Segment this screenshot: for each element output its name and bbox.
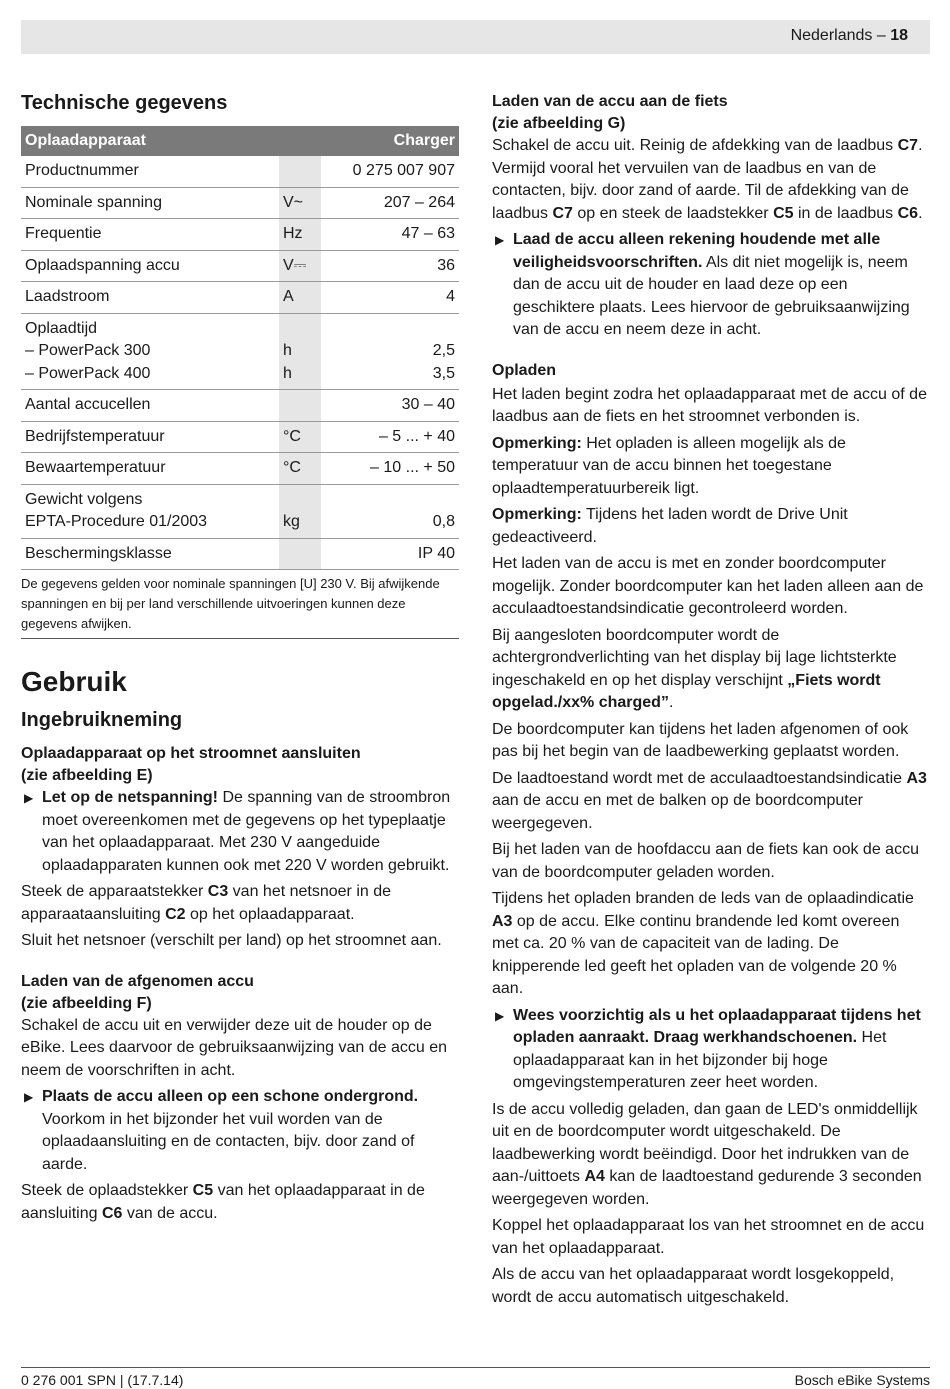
paragraph-computer-battery: Bij het laden van de hoofdaccu aan de fiets kan ook de accu van de boordcomputer geladen worden. (492, 841, 919, 881)
spec-unit (279, 390, 321, 422)
footer-doc-number: 0 276 001 SPN | (17.7.14) (21, 1372, 184, 1388)
spec-unit: A (279, 282, 321, 314)
paragraph-disconnect: Koppel het oplaadapparaat los van het stroomnet en de accu van het oplaadapparaat. (492, 1217, 925, 1257)
paragraph-charge-start: Het laden begint zodra het oplaadapparaat met de accu of de laadbus aan de fiets en het stroomnet verbonden is. (492, 385, 927, 425)
spec-value: 207 – 264 (321, 187, 459, 219)
spec-value: – 10 ... + 50 (321, 453, 459, 485)
spec-value: 30 – 40 (321, 390, 459, 422)
paragraph-note-temperature: Opmerking: Het opladen is alleen mogelijk als de temperatuur van de accu binnen het toegestane oplaadtemperatuurbereik ligt. (492, 434, 846, 497)
spec-value: 0,8 (321, 484, 459, 538)
gebruik-heading: Gebruik (21, 666, 127, 697)
footer-brand: Bosch eBike Systems (794, 1372, 930, 1388)
bullet-arrow-icon: ▶ (495, 233, 505, 247)
spec-head-left: Oplaadapparaat (21, 126, 321, 156)
spec-unit: V~ (279, 187, 321, 219)
spec-row (21, 219, 459, 251)
bullet-clean-surface: ▶ Plaats de accu alleen op een schone ondergrond. Voorkom in het bijzonder het vuil worden van de oplaadaansluiting en de contacten, bijv. door zand of aarde. (24, 1088, 419, 1173)
spec-unit: h h (279, 313, 321, 390)
bullet-arrow-icon: ▶ (24, 791, 34, 805)
spec-label: Nominale spanning (21, 187, 279, 219)
spec-unit: °C (279, 453, 321, 485)
paragraph-charge-state: De laadtoestand wordt met de acculaadtoestandsindicatie A3 aan de accu en met de balken op de boordcomputer weergegeven. (492, 769, 927, 832)
section-title-bike-charging: Laden van de accu aan de fiets (zie afbeelding G) (492, 93, 728, 132)
paragraph-auto-off: Als de accu van het oplaadapparaat wordt losgekoppeld, wordt de accu automatisch uitgeschakeld. (492, 1266, 895, 1306)
spec-row (21, 390, 459, 422)
paragraph-plug-c3: Steek de apparaatstekker C3 van het netsnoer in de apparaataansluiting C2 op het oplaadapparaat. (21, 883, 392, 923)
paragraph-computer-removed: De boordcomputer kan tijdens het laden afgenomen of ook pas bij het begin van de laadbewerking geplaatst worden. (492, 720, 909, 760)
right-column (492, 91, 930, 1313)
spec-unit (279, 156, 321, 187)
page-number: 18 (890, 27, 908, 44)
spec-value: – 5 ... + 40 (321, 421, 459, 453)
spec-row (21, 484, 459, 538)
spec-label: Oplaadtijd – PowerPack 300 – PowerPack 400 (21, 313, 279, 390)
spec-label: Beschermingsklasse (21, 538, 279, 570)
spec-value: 2,5 3,5 (321, 313, 459, 390)
spec-label: Bedrijfstemperatuur (21, 421, 279, 453)
spec-value: 0 275 007 907 (321, 156, 459, 187)
paragraph-plug-c5: Steek de oplaadstekker C5 van het oplaadapparaat in de aansluiting C6 van de accu. (21, 1182, 425, 1222)
section-title-removed-battery: Laden van de afgenomen accu (zie afbeelding F) (21, 972, 254, 1012)
spec-head-right: Charger (321, 126, 459, 156)
spec-label: Laadstroom (21, 282, 279, 314)
spec-row (21, 453, 459, 485)
spec-value: 4 (321, 282, 459, 314)
bullet-arrow-icon: ▶ (24, 1090, 34, 1104)
spec-value: 47 – 63 (321, 219, 459, 251)
spec-unit: V⎓ (279, 250, 321, 282)
spec-row (21, 250, 459, 282)
spec-note: De gegevens gelden voor nominale spanningen [U] 230 V. Bij afwijkende spanningen en bij per land verschillende uitvoeringen kunnen deze gegevens afwijken. (21, 570, 459, 639)
page-header (21, 20, 930, 54)
paragraph-note-drive-unit: Opmerking: Tijdens het laden wordt de Drive Unit gedeactiveerd. (492, 506, 848, 546)
paragraph-charging-port: Schakel de accu uit. Reinig de afdekking van de laadbus C7. Vermijd vooral het vervuilen van de laadbus en van de contacten, bijv. door zand of aarde. Til de afdekking van de laadbus C7 op en steek de laadstekker C5 in de laadbus C6. (492, 137, 923, 222)
spec-row (21, 282, 459, 314)
header-text (791, 27, 908, 45)
section-title-connect: Oplaadapparaat op het stroomnet aansluiten (zie afbeelding E) (21, 745, 361, 784)
footer-rule (21, 1367, 930, 1368)
spec-label: Productnummer (21, 156, 279, 187)
spec-unit: °C (279, 421, 321, 453)
spec-row (21, 538, 459, 570)
spec-row (21, 156, 459, 187)
spec-value: 36 (321, 250, 459, 282)
spec-unit (279, 538, 321, 570)
paragraph-connect-mains: Sluit het netsnoer (verschilt per land) op het stroomnet aan. (21, 932, 442, 949)
spec-label: Frequentie (21, 219, 279, 251)
paragraph-leds: Tijdens het opladen branden de leds van de oplaadindicatie A3 op de accu. Elke continu brandende led komt overeen met ca. 20 % van de capaciteit van de lading. De knipperende led geeft het opladen van de volgende 20 % aan. (492, 890, 914, 997)
spec-unit: kg (279, 484, 321, 538)
header-separator: – (876, 27, 886, 44)
left-column (21, 90, 459, 1229)
spec-label: Oplaadspanning accu (21, 250, 279, 282)
section-title-opladen: Opladen (492, 361, 557, 379)
spec-row (21, 313, 459, 390)
bullet-safety: ▶ Laad de accu alleen rekening houdende met alle veiligheidsvoorschriften. Als dit niet mogelijk is, neem dan de accu uit de houder en laad deze op een geschiktere plaats. Lees hiervoor de gebruiksaanwijzing van de accu en neem deze in acht. (495, 231, 910, 338)
spec-row (21, 421, 459, 453)
spec-value: IP 40 (321, 538, 459, 570)
bullet-arrow-icon: ▶ (495, 1008, 505, 1023)
paragraph-fully-charged: Is de accu volledig geladen, dan gaan de LED's onmiddellijk uit en de boordcomputer wordt uitgeschakeld. De laadbewerking wordt beëindigd. Door het indrukken van de aan-/uittoets A4 kan de laadtoestand gedurende 3 seconden weergegeven worden. (492, 1100, 922, 1208)
ingebruikneming-heading: Ingebruikneming (21, 709, 183, 731)
header-language: Nederlands (790, 27, 873, 44)
paragraph-display-backlight: Bij aangesloten boordcomputer wordt de achtergrondverlichting van het display bij lage lichtsterkte ingeschakeld en op het display verschijnt „Fiets wordt opgelad./xx% charged”. (492, 626, 897, 711)
spec-table (21, 126, 459, 570)
spec-label: Aantal accucellen (21, 390, 279, 422)
paragraph-remove-battery: Schakel de accu uit en verwijder deze uit de houder op de eBike. Lees daarvoor de gebruiksaanwijzing van de accu en neem de voorschriften in acht. (21, 1016, 448, 1079)
spec-row (21, 187, 459, 219)
spec-table-body (21, 156, 459, 570)
spec-label: Bewaartemperatuur (21, 453, 279, 485)
bullet-careful-hot: ▶ Wees voorzichtig als u het oplaadapparaat tijdens het opladen aanraakt. Draag werkhandschoenen. Het oplaadapparaat kan in het bijzonder bij hoge omgevingstemperaturen zeer heet worden. (495, 1006, 921, 1091)
tech-data-title: Technische gegevens (21, 92, 228, 114)
paragraph-with-without-computer: Het laden van de accu is met en zonder boordcomputer mogelijk. Zonder boordcomputer kan het laden alleen aan de acculaadtoestandsindicatie gecontroleerd worden. (492, 555, 924, 617)
bullet-netspanning: ▶ Let op de netspanning! De spanning van de stroombron moet overeenkomen met de gegevens op het typeplaatje van het oplaadapparaat. Met 230 V aangeduide oplaadapparaten kunnen ook met 220 V worden gebruikt. (24, 789, 451, 874)
spec-unit: Hz (279, 219, 321, 251)
spec-table-header (21, 126, 459, 156)
spec-label: Gewicht volgens EPTA-Procedure 01/2003 (21, 484, 279, 538)
